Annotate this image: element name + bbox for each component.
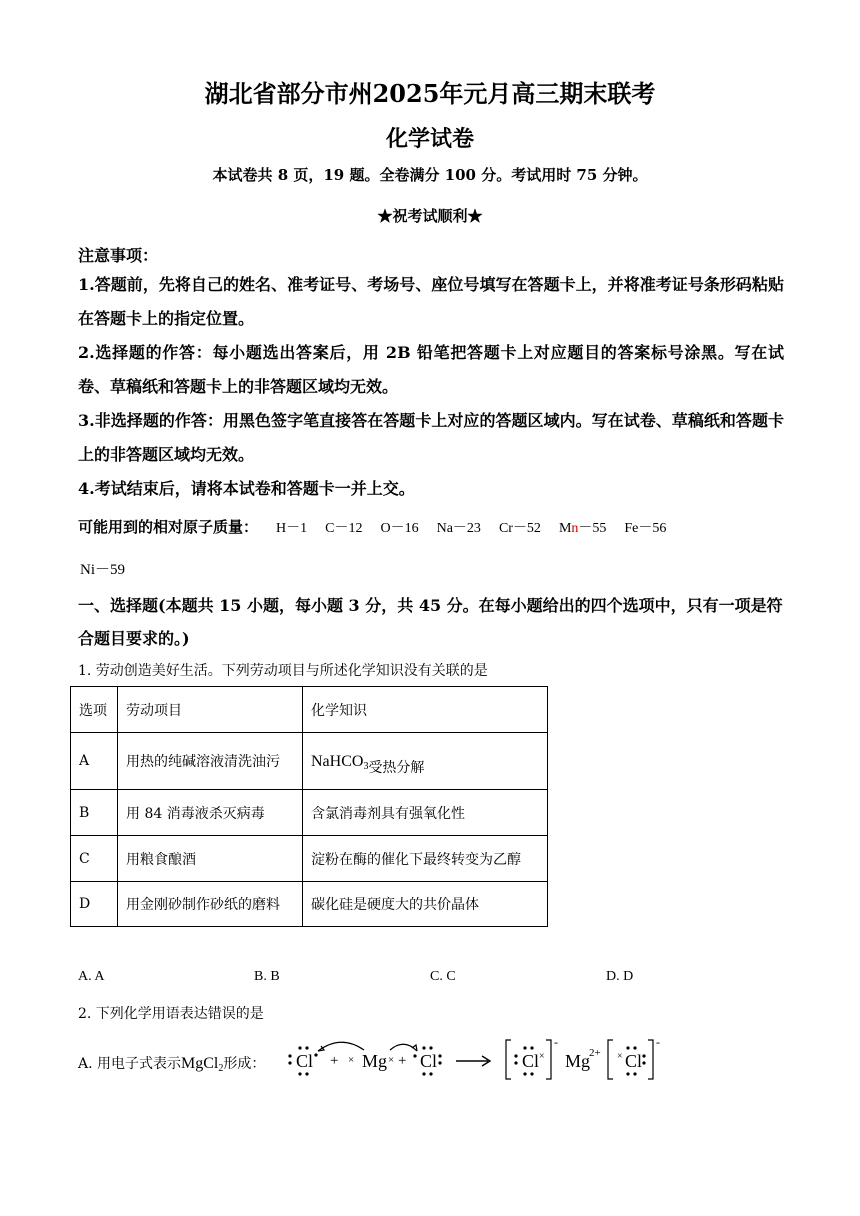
atomic-mass-line (78, 516, 666, 537)
row-a-option: A (71, 733, 118, 790)
cl-ion-left: Cl (522, 1051, 540, 1071)
mg-electron-right: × (388, 1054, 395, 1066)
cl-ion-right: Cl (625, 1051, 643, 1071)
row-b-labor: 用 84 消毒液杀灭病毒 (118, 790, 303, 836)
row-c-option: C (71, 836, 118, 882)
q1-choice-d: D. D (606, 969, 634, 984)
mass-o: O－16 (380, 521, 419, 536)
header-option: 选项 (71, 687, 118, 733)
notice-item-1: 1.答题前，先将自己的姓名、准考证号、考场号、座位号填写在答题卡上，并将准考证号条形码粘贴在答题卡上的指定位置。 (78, 275, 784, 328)
mass-c: C－12 (325, 521, 363, 536)
nahco3-subscript: 3 (363, 760, 369, 772)
row-c-knowledge: 淀粉在酶的催化下最终转变为乙醇 (303, 836, 548, 882)
cl-ion-left-charge: - (554, 1035, 558, 1049)
mass-cr: Cr－52 (498, 521, 541, 536)
row-a-labor: 用热的纯碱溶液清洗油污 (118, 733, 303, 790)
exam-title: 湖北省部分市州2025年元月高三期末联考 (204, 79, 656, 108)
plus-sign-1: + (330, 1053, 339, 1069)
plus-sign-2: + (398, 1053, 407, 1069)
table-row (71, 790, 548, 836)
transferred-electron-left: × (539, 1051, 545, 1062)
electron-dot-diagram (286, 1030, 666, 1086)
notice-heading: 注意事项： (78, 246, 159, 265)
q1-choice-a: A. A (78, 969, 105, 984)
mg-ion: Mg (565, 1051, 591, 1071)
transferred-electron-right: × (617, 1051, 623, 1062)
row-d-option: D (71, 882, 118, 927)
notice-item-2: 2.选择题的作答：每小题选出答案后，用 2B 铅笔把答题卡上对应题目的答案标号涂黑。写在试卷、草稿纸和答题卡上的非答题区域均无效。 (78, 343, 784, 396)
cl-atom-right: Cl (420, 1051, 438, 1071)
exam-subject: 化学试卷 (385, 126, 474, 152)
mass-mn-m: M (558, 521, 572, 536)
mass-mn (559, 521, 606, 536)
cl-ion-right-charge: - (656, 1035, 660, 1049)
good-luck-line: ★祝考试顺利★ (377, 207, 483, 225)
table-row (71, 882, 548, 927)
q1-choice-b: B. B (254, 969, 280, 984)
row-c-labor: 用粮食酿酒 (118, 836, 303, 882)
notice-item-3: 3.非选择题的作答：用黑色签字笔直接答在答题卡上对应的答题区域内。写在试卷、草稿纸和答题卡上的非答题区域均无效。 (78, 411, 784, 464)
nahco3-formula: NaHCO (311, 752, 364, 770)
q2-option-a-prefix: A. 用电子式表示 (78, 1056, 182, 1072)
section-1-heading: 一、选择题(本题共 15 小题，每小题 3 分，共 45 分。在每小题给出的四个选项中，只有一项是符合题目要求的。) (78, 596, 783, 648)
q2-option-a-suffix: 形成： (223, 1056, 266, 1072)
row-d-knowledge: 碳化硅是硬度大的共价晶体 (303, 882, 548, 927)
q2-option-a-label (78, 1053, 265, 1074)
header-knowledge: 化学知识 (303, 687, 548, 733)
mg-atom: Mg (362, 1051, 388, 1071)
row-b-option: B (71, 790, 118, 836)
notice-item-4: 4.考试结束后，请将本试卷和答题卡一并上交。 (78, 479, 415, 498)
mass-ni: Ni－59 (80, 562, 126, 578)
mass-fe: Fe－56 (624, 521, 667, 536)
mgcl2-formula: MgCl (181, 1055, 219, 1072)
atomic-mass-label: 可能用到的相对原子质量： (78, 518, 259, 536)
mass-mn-value: －55 (578, 521, 607, 536)
q1-choice-c: C. C (430, 969, 456, 984)
exam-info: 本试卷共 8 页，19 题。全卷满分 100 分。考试用时 75 分钟。 (212, 166, 648, 184)
mg-electron-left: × (348, 1054, 355, 1066)
question-1-stem: 1. 劳动创造美好生活。下列劳动项目与所述化学知识没有关联的是 (78, 663, 488, 679)
row-a-knowledge (303, 733, 548, 790)
mass-h: H－1 (276, 521, 308, 536)
question-1-table (70, 686, 548, 927)
question-2-stem: 2. 下列化学用语表达错误的是 (78, 1006, 264, 1022)
mgcl2-subscript: 2 (218, 1063, 224, 1074)
mass-na: Na－23 (436, 521, 481, 536)
table-header-row (71, 687, 548, 733)
row-b-knowledge: 含氯消毒剂具有强氧化性 (303, 790, 548, 836)
table-row (71, 836, 548, 882)
mg-ion-charge: 2+ (589, 1047, 601, 1059)
header-labor: 劳动项目 (118, 687, 303, 733)
row-a-knowledge-text: 受热分解 (368, 759, 425, 776)
cl-atom-left: Cl (296, 1051, 314, 1071)
row-d-labor: 用金刚砂制作砂纸的磨料 (118, 882, 303, 927)
mass-mn-n: n (571, 521, 579, 536)
table-row (71, 733, 548, 790)
